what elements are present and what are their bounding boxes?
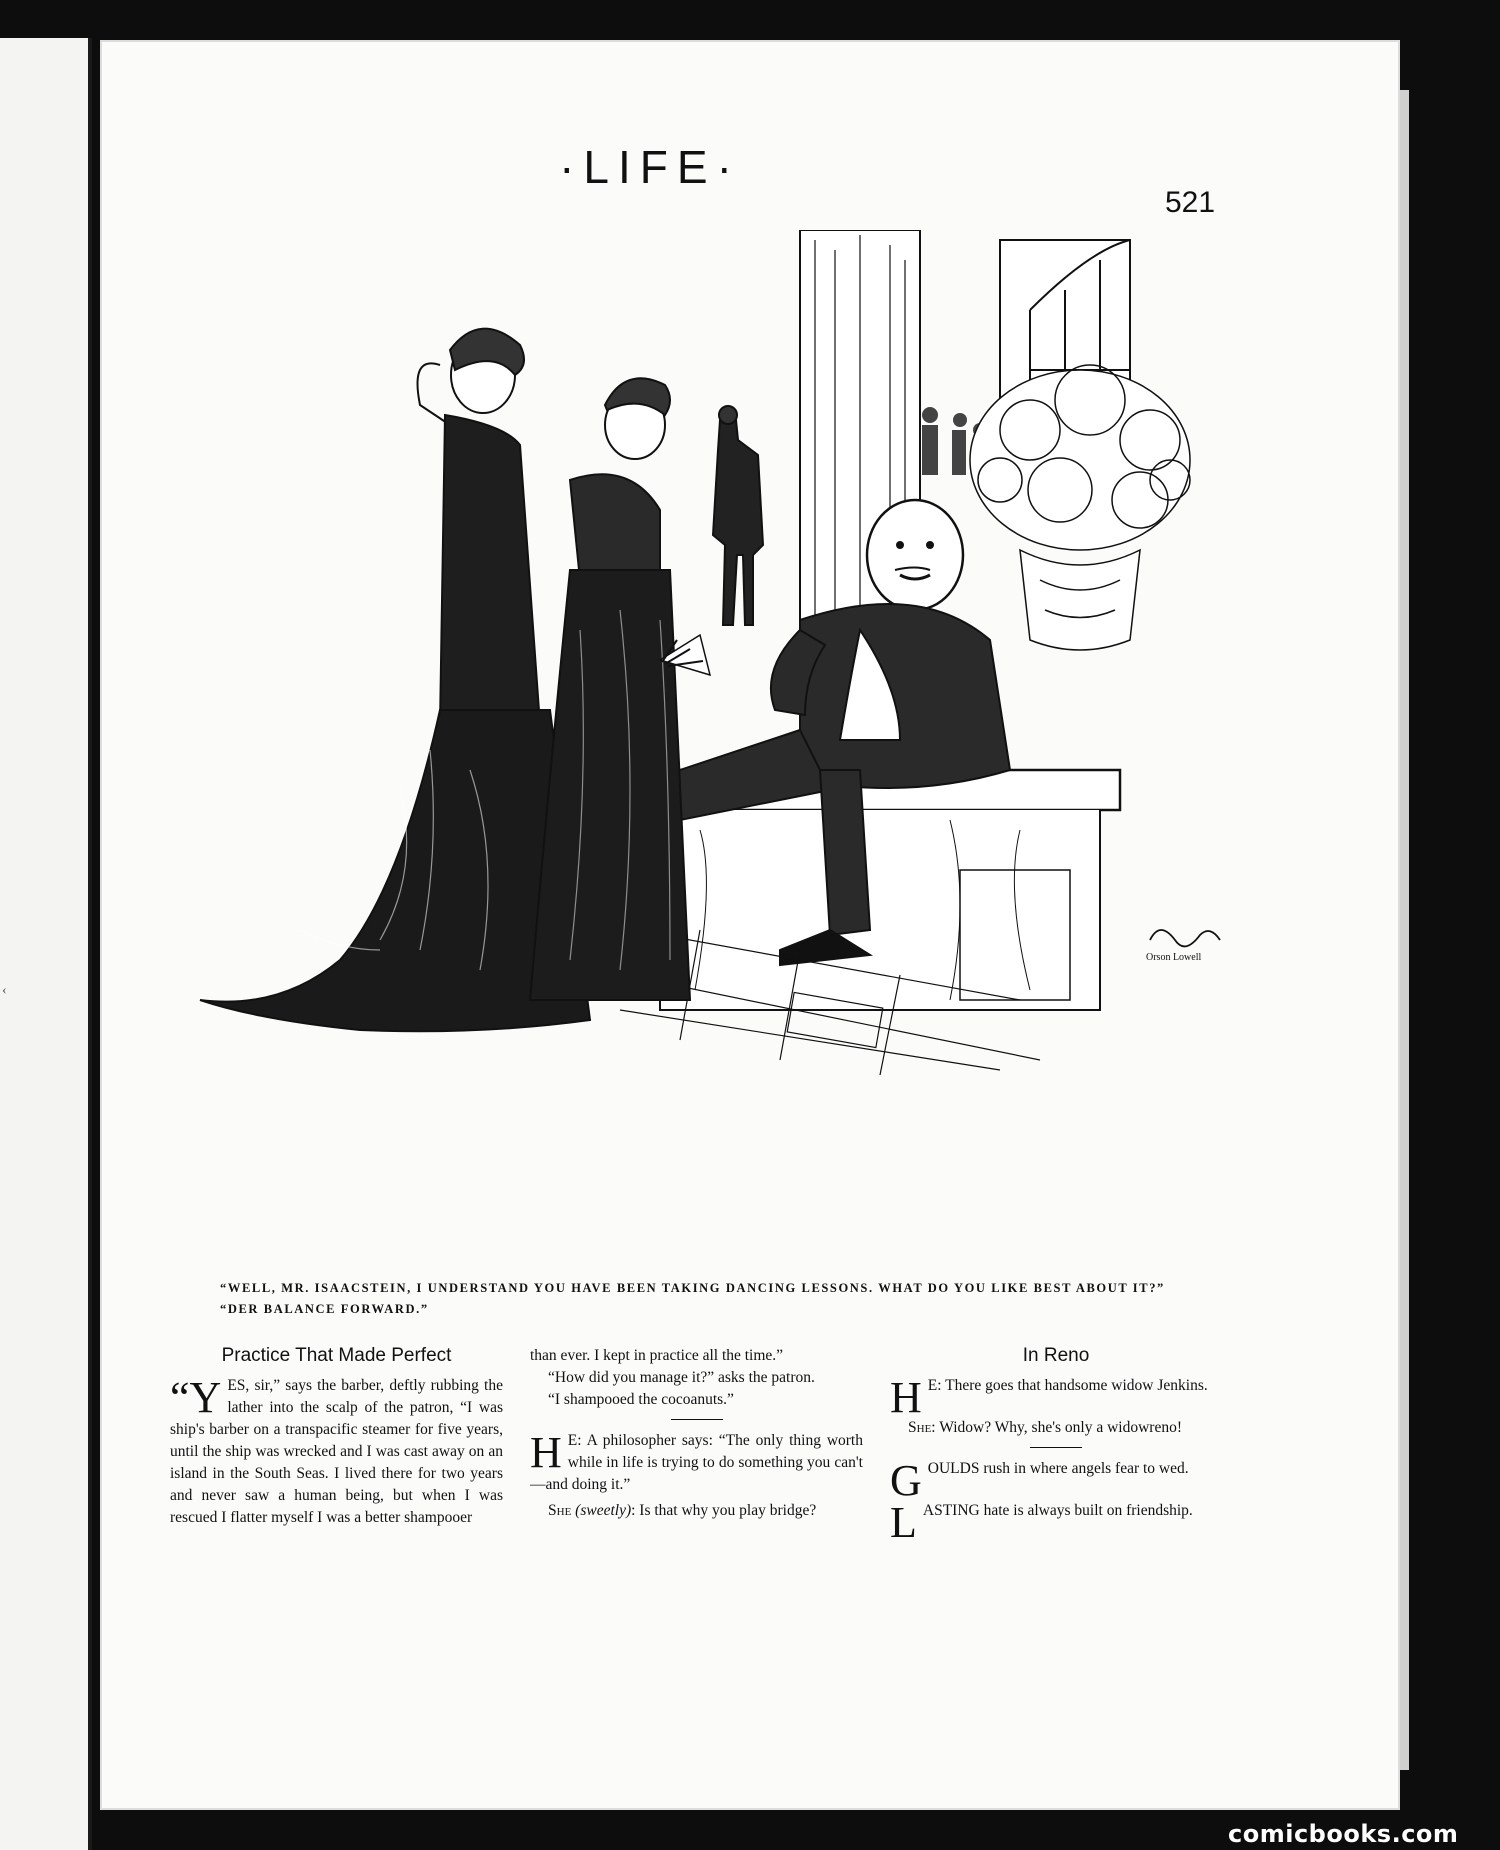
joke-reply xyxy=(530,1500,863,1522)
divider-rule xyxy=(671,1419,723,1420)
joke-body: OULDS rush in where angels fear to wed. xyxy=(927,1460,1189,1477)
page-number: 521 xyxy=(1165,186,1216,219)
divider-rule xyxy=(1030,1447,1082,1448)
speaker-label: She xyxy=(548,1502,572,1519)
joke-body: E: A philosopher says: “The only thing worth while in life is trying to do something you can't—and doing it.” xyxy=(530,1432,863,1493)
article-heading: Practice That Made Perfect xyxy=(221,1345,452,1366)
joke-reno xyxy=(890,1373,1222,1422)
article-column-1 xyxy=(170,1345,503,1529)
paragraph-continued: than ever. I kept in practice all the time.” xyxy=(530,1347,784,1364)
caption-line-1: “WELL, MR. ISAACSTEIN, I UNDERSTAND YOU HAVE BEEN TAKING DANCING LESSONS. WHAT DO YOU LIKE BEST ABOUT IT?” xyxy=(220,1281,1165,1295)
page-mark: ‹ xyxy=(2,983,7,998)
site-watermark: comicbooks.com xyxy=(1228,1820,1459,1848)
stage-direction: (sweetly) xyxy=(575,1502,632,1519)
article-body: ES, sir,” says the barber, deftly rubbing the lather into the scalp of the patron, “I was ship's barber on a transpacific steamer for five years, until the ship was wrecked and I was cast away on an island in the South Seas. I lived there for two years and never saw a human being, but when I was rescued I flatter myself I was a better shampooer xyxy=(170,1377,503,1526)
speaker-label: She xyxy=(908,1419,932,1436)
joke-philosopher xyxy=(530,1430,863,1496)
drop-cap: H xyxy=(890,1373,922,1422)
joke-lasting xyxy=(890,1498,1222,1547)
cartoon-caption xyxy=(220,1278,1230,1320)
caption-line-2: “DER BALANCE FORWARD.” xyxy=(220,1302,429,1316)
joke-body: ASTING hate is always built on friendship. xyxy=(922,1502,1193,1519)
drop-cap: H xyxy=(530,1428,562,1477)
cartoon-illustration xyxy=(100,230,1300,1270)
article-column-2 xyxy=(530,1345,863,1522)
artist-signature: Orson Lowell xyxy=(1146,952,1202,963)
masthead-title: ·LIFE· xyxy=(559,141,741,193)
article-paragraph xyxy=(170,1375,503,1529)
drop-cap: L xyxy=(890,1498,917,1547)
article-heading-reno: In Reno xyxy=(1022,1345,1090,1366)
joke-goulds xyxy=(890,1456,1222,1505)
joke-body: E: There goes that handsome widow Jenkins. xyxy=(927,1377,1208,1394)
left-page-edge xyxy=(0,38,92,1850)
article-column-3 xyxy=(890,1345,1222,1547)
joke-reply xyxy=(890,1417,1222,1439)
paragraph-answer: “I shampooed the cocoanuts.” xyxy=(548,1391,734,1408)
drop-cap: G xyxy=(890,1456,922,1505)
reply-body: : Widow? Why, she's only a widowreno! xyxy=(931,1419,1182,1436)
paragraph-question: “How did you manage it?” asks the patron. xyxy=(548,1369,815,1386)
reply-body: : Is that why you play bridge? xyxy=(631,1502,817,1519)
drop-cap: “Y xyxy=(170,1373,222,1422)
